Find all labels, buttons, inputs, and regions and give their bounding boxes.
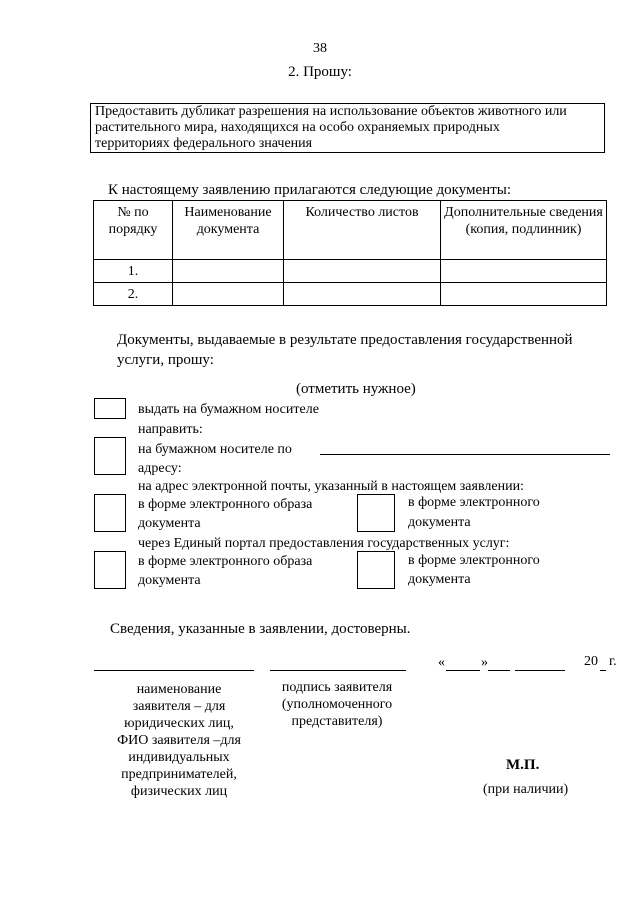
caption-line: ФИО заявителя –для	[117, 733, 241, 748]
applicant-signature-line[interactable]	[270, 670, 406, 671]
caption-line: юридических лиц,	[124, 716, 234, 731]
caption-line: наименование	[136, 682, 222, 697]
table-cell[interactable]	[173, 283, 284, 306]
email-document-checkbox[interactable]	[357, 494, 395, 532]
portal-document-checkbox[interactable]	[357, 551, 395, 589]
caption-line: заявителя – для	[132, 699, 226, 714]
table-cell[interactable]	[441, 283, 607, 306]
caption-line: предпринимателей,	[121, 767, 237, 782]
table-cell[interactable]	[284, 283, 441, 306]
email-image-label: в форме электронного образа	[138, 497, 313, 512]
attachments-title: К настоящему заявлению прилагаются следующие документы:	[108, 182, 512, 198]
applicant-name-caption	[104, 681, 254, 800]
portal-section-title: через Единый портал предоставления государственных услуг:	[138, 536, 510, 551]
attachments-table	[93, 200, 607, 306]
year-suffix: г.	[609, 654, 617, 669]
stamp-note: (при наличии)	[483, 782, 569, 797]
send-label: направить:	[138, 422, 203, 437]
delivery-intro-line: Документы, выдаваемые в результате предоставления государственной	[117, 332, 573, 348]
caption-line: физических лиц	[130, 784, 228, 799]
portal-image-label: документа	[138, 573, 201, 588]
caption-line: (уполномоченного	[281, 697, 393, 712]
request-line: Предоставить дубликат разрешения на использование объектов животного или	[95, 104, 567, 119]
table-cell[interactable]	[441, 260, 607, 283]
page-number: 38	[313, 41, 327, 56]
email-section-title: на адрес электронной почты, указанный в настоящем заявлении:	[138, 479, 524, 494]
email-image-checkbox[interactable]	[94, 494, 126, 532]
table-cell[interactable]	[284, 260, 441, 283]
table-row	[94, 283, 607, 306]
email-document-label: документа	[408, 515, 471, 530]
address-field-line[interactable]	[320, 454, 610, 455]
table-cell[interactable]	[173, 260, 284, 283]
portal-image-checkbox[interactable]	[94, 551, 126, 589]
table-cell-number: 1.	[94, 260, 173, 283]
delivery-intro	[117, 330, 573, 370]
delivery-intro-line: услуги, прошу:	[117, 352, 214, 368]
portal-document-label: в форме электронного	[408, 553, 540, 568]
mark-note: (отметить нужное)	[296, 381, 416, 397]
col-header-doc-name: Наименование документа	[173, 201, 284, 260]
table-row	[94, 260, 607, 283]
applicant-signature-caption	[262, 679, 412, 730]
paper-address-label: адресу:	[138, 461, 182, 476]
portal-image-label: в форме электронного образа	[138, 554, 313, 569]
email-document-label: в форме электронного	[408, 495, 540, 510]
section-heading: 2. Прошу:	[288, 64, 352, 80]
stamp-place: М.П.	[506, 757, 540, 773]
date-year-line[interactable]	[600, 670, 606, 671]
paper-checkbox[interactable]	[94, 398, 126, 419]
confirmation-text: Сведения, указанные в заявлении, достоверны.	[110, 621, 411, 637]
request-text-box	[90, 103, 605, 153]
request-line: территориях федерального значения	[95, 136, 313, 151]
caption-line: подпись заявителя	[281, 680, 393, 695]
paper-address-label: на бумажном носителе по	[138, 442, 292, 457]
date-day-line[interactable]	[446, 670, 480, 671]
date-month-line[interactable]	[515, 670, 565, 671]
col-header-extra-info: Дополнительные сведения (копия, подлинник)	[441, 201, 607, 260]
date-open-quote: «	[438, 655, 445, 670]
email-image-label: документа	[138, 516, 201, 531]
col-header-number: № по порядку	[94, 201, 173, 260]
paper-option-label: выдать на бумажном носителе	[138, 402, 319, 417]
applicant-name-line[interactable]	[94, 670, 254, 671]
caption-line: индивидуальных	[128, 750, 230, 765]
date-close-quote: »	[481, 655, 488, 670]
table-cell-number: 2.	[94, 283, 173, 306]
paper-address-checkbox[interactable]	[94, 437, 126, 475]
request-line: растительного мира, находящихся на особо охраняемых природных	[95, 120, 500, 135]
date-gap-line	[488, 670, 510, 671]
portal-document-label: документа	[408, 572, 471, 587]
year-prefix: 20	[584, 654, 598, 669]
caption-line: представителя)	[291, 714, 383, 729]
table-header-row	[94, 201, 607, 260]
col-header-sheet-count: Количество листов	[284, 201, 441, 260]
